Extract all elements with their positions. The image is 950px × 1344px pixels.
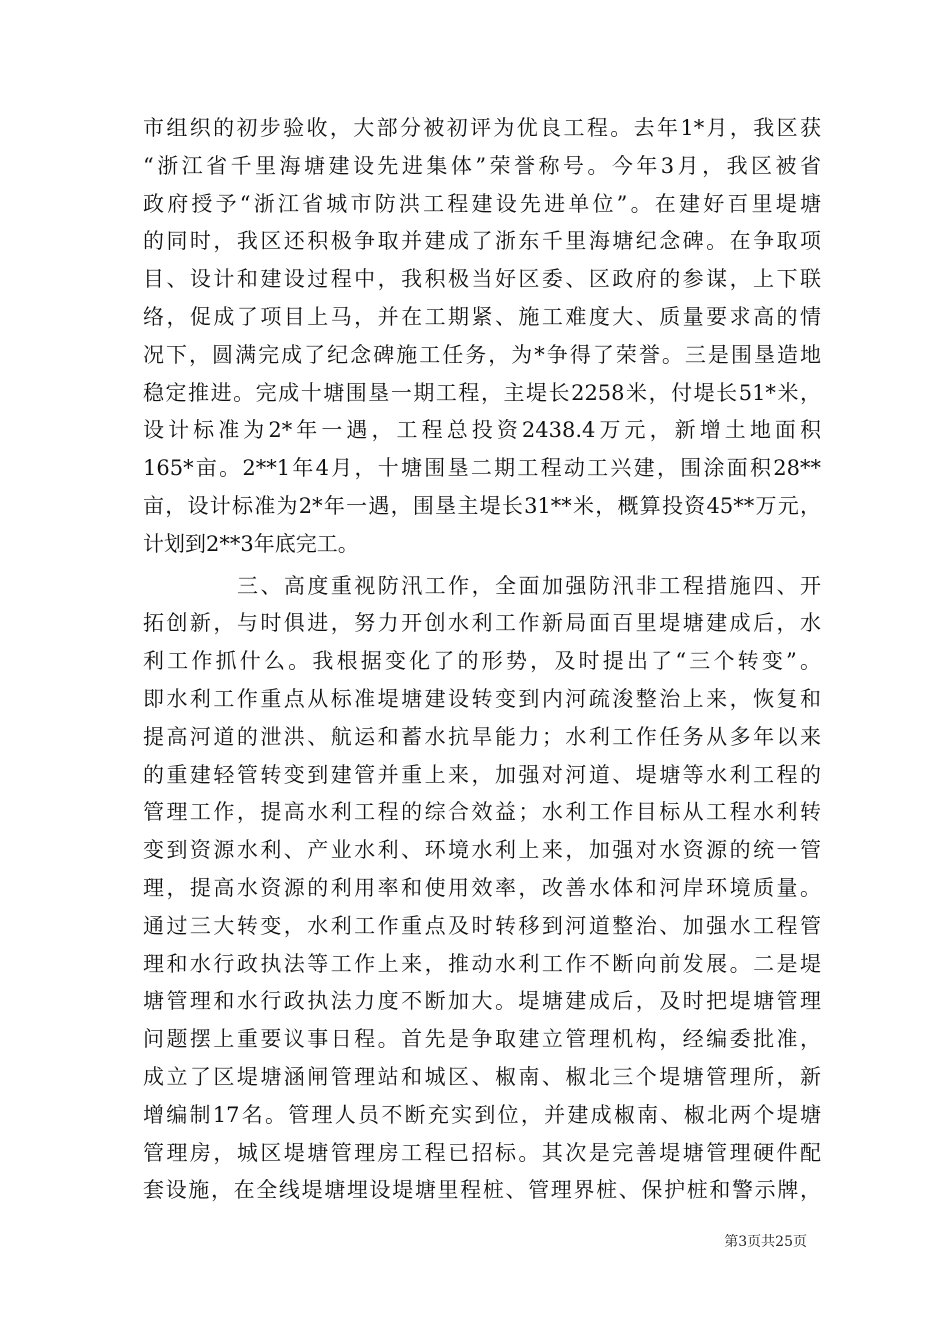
text-line: 即水利工作重点从标准堤塘建设转变到内河疏浚整治上来，恢复和	[143, 686, 821, 711]
text-line: 165*亩。2**1年4月，十塘围垦二期工程动工兴建，围涂面积28**	[143, 456, 821, 481]
text-line: “浙江省千里海塘建设先进集体”荣誉称号。今年3月，我区被省	[143, 153, 821, 178]
text-line: 设计标准为2*年一遇，工程总投资2438.4万元，新增土地面积	[143, 418, 821, 443]
text-line: 套设施，在全线堤塘埋设堤塘里程桩、管理界桩、保护桩和警示牌，	[143, 1178, 821, 1203]
text-line: 政府授予“浙江省城市防洪工程建设先进单位”。在建好百里堤塘	[143, 191, 821, 216]
text-line: 问题摆上重要议事日程。首先是争取建立管理机构，经编委批准，	[143, 1027, 821, 1052]
text-line: 理，提高水资源的利用率和使用效率，改善水体和河岸环境质量。	[143, 875, 821, 900]
text-line: 况下，圆满完成了纪念碑施工任务，为*争得了荣誉。三是围垦造地	[143, 342, 821, 367]
text-line: 的同时，我区还积极争取并建成了浙东千里海塘纪念碑。在争取项	[143, 229, 821, 254]
body-text	[143, 110, 821, 1210]
text-line: 市组织的初步验收，大部分被初评为优良工程。去年1*月，我区获	[143, 116, 821, 140]
text-line: 拓创新，与时俱进，努力开创水利工作新局面百里堤塘建成后，水	[143, 611, 821, 636]
text-line: 的重建轻管转变到建管并重上来，加强对河道、堤塘等水利工程的	[143, 762, 821, 787]
text-line: 管理房，城区堤塘管理房工程已招标。其次是完善堤塘管理硬件配	[143, 1140, 821, 1165]
text-line: 增编制17名。管理人员不断充实到位，并建成椒南、椒北两个堤塘	[143, 1102, 821, 1127]
text-line: 目、设计和建设过程中，我积极当好区委、区政府的参谋，上下联	[143, 267, 821, 292]
text-line: 提高河道的泄洪、航运和蓄水抗旱能力；水利工作任务从多年以来	[143, 724, 821, 749]
text-line: 通过三大转变，水利工作重点及时转移到河道整治、加强水工程管	[143, 913, 821, 938]
text-line: 稳定推进。完成十塘围垦一期工程，主堤长2258米，付堤长51*米，	[143, 380, 821, 405]
page-number: 第3页共25页	[724, 1234, 807, 1250]
paragraph-1	[143, 110, 821, 564]
text-line: 变到资源水利、产业水利、环境水利上来，加强对水资源的统一管	[143, 838, 821, 863]
text-line: 理和水行政执法等工作上来，推动水利工作不断向前发展。二是堤	[143, 951, 821, 976]
text-line: 络，促成了项目上马，并在工期紧、施工难度大、质量要求高的情	[143, 304, 821, 329]
text-line: 塘管理和水行政执法力度不断加大。堤塘建成后，及时把堤塘管理	[143, 989, 821, 1014]
text-line: 利工作抓什么。我根据变化了的形势，及时提出了“三个转变”。	[143, 649, 821, 674]
text-line: 亩，设计标准为2*年一遇，围垦主堤长31**米，概算投资45**万元，	[143, 493, 821, 518]
text-line: 管理工作，提高水利工程的综合效益；水利工作目标从工程水利转	[143, 800, 821, 825]
paragraph-2	[143, 568, 821, 1211]
text-line: 计划到2**3年底完工。	[143, 531, 359, 556]
text-line: 三、高度重视防汛工作，全面加强防汛非工程措施四、开	[237, 573, 821, 598]
text-line: 成立了区堤塘涵闸管理站和城区、椒南、椒北三个堤塘管理所，新	[143, 1064, 821, 1089]
